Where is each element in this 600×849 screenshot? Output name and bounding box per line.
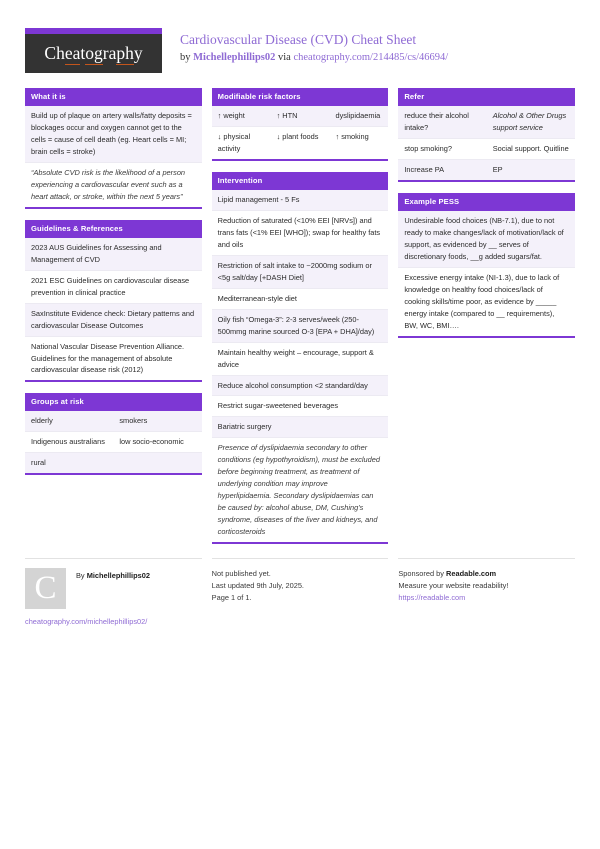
column-1 (25, 88, 202, 486)
table-row: Undesirable food choices (NB-7.1), due to not ready to make changes/lack of motivation/lack of support, as evidenced by __ serves of discretionary foods, __g added sugars/fat. (398, 211, 575, 268)
card-guidelines-references (25, 220, 202, 383)
table-row: “Absolute CVD risk is the likelihood of a person experiencing a cardiovascular event such as a heart attack, or stroke, within the next 5 years” (25, 163, 202, 207)
table-cell: reduce their alcohol intake? (404, 110, 469, 132)
table-row: 2021 ESC Guidelines on cardiovascular disease prevention in clinical practice (25, 271, 202, 304)
column-3 (398, 88, 575, 349)
page-footer (25, 558, 575, 627)
table-cell: Increase PA (404, 164, 445, 174)
table-row: National Vascular Disease Prevention Alliance. Guidelines for the management of absolute cardiovascular disease risk (2012) (25, 337, 202, 381)
author-credit (66, 568, 150, 581)
table-row (25, 432, 202, 453)
table-cell: elderly (31, 416, 53, 426)
sponsor-tagline: Measure your website readability! (398, 580, 509, 590)
sponsor-prefix: Sponsored by (398, 569, 447, 578)
table-cell: smokers (119, 416, 148, 426)
sponsor-name: Readable.com (446, 569, 497, 578)
page-title: Cardiovascular Disease (CVD) Cheat Sheet (180, 32, 417, 47)
table-row: 2023 AUS Guidelines for Assessing and Management of CVD (25, 238, 202, 271)
table-cell: ↓ physical activity (217, 131, 251, 153)
table-row: Reduction of saturated (<10% EEI [NRVs]) and trans fats (<1% EEI [WHO]); swap for healthy fats and oils (212, 211, 389, 256)
table-row (212, 106, 389, 127)
table-row: Reduce alcohol consumption <2 standard/day (212, 376, 389, 397)
author-by-label: By (76, 571, 87, 580)
table-row: Build up of plaque on artery walls/fatty deposits = blockages occur and oxygen cannot get to the cells = cause of cell death (eg. Heart cells = MI; brain cells = stroke) (25, 106, 202, 163)
author-row (25, 568, 202, 609)
byline-author-link[interactable]: Michellephillips02 (193, 52, 276, 64)
byline-via: via (275, 52, 294, 64)
publish-status: Not published yet. (211, 569, 271, 578)
card-title: Refer (398, 88, 575, 106)
table-cell: stop smoking? (404, 143, 452, 153)
byline (180, 51, 575, 66)
card-intervention (212, 172, 389, 545)
table-cell: dyslipidaemia (335, 110, 381, 120)
table-cell: Indigenous australians (31, 437, 105, 447)
cheatography-logo[interactable] (25, 28, 162, 73)
table-cell: Social support. Quitline (492, 143, 569, 153)
table-row (398, 139, 575, 160)
card-title: Example PESS (398, 193, 575, 211)
table-cell: rural (31, 458, 46, 468)
table-cell: ↑ smoking (335, 131, 369, 141)
footer-sponsor-column (398, 558, 575, 627)
avatar: C (25, 568, 66, 609)
table-cell (113, 453, 201, 473)
card-example-pess (398, 193, 575, 338)
byline-prefix: by (180, 52, 194, 64)
page-number: Page 1 of 1. (211, 592, 252, 602)
footer-meta-column (212, 558, 389, 627)
card-modifiable-risk-factors (212, 88, 389, 161)
table-row: Excessive energy intake (NI-1.3), due to lack of knowledge on healthy food choices/lack of cooking skills/time poor, as evidence by _____ energy intake (compared to __ requirements), BW, WC, BMI…. (398, 268, 575, 336)
table-row: Restriction of salt intake to ~2000mg sodium or <5g salt/day [+DASH Diet] (212, 256, 389, 289)
table-cell: Alcohol & Other Drugs support service (492, 110, 567, 132)
table-cell: EP (492, 164, 503, 174)
logo-wordmark: Cheatography (44, 42, 143, 63)
table-row: Oily fish “Omega-3”: 2-3 serves/week (250-500mmg marine sourced O-3 [EPA + DHA]/day) (212, 310, 389, 343)
card-title: Intervention (212, 172, 389, 190)
table-row (212, 127, 389, 159)
card-title: Groups at risk (25, 393, 202, 411)
card-groups-at-risk (25, 393, 202, 475)
sponsor-line (398, 568, 575, 580)
table-row: SaxInstitute Evidence check: Dietary patterns and cardiovascular Disease Outcomes (25, 304, 202, 337)
table-cell: ↑ weight (217, 110, 245, 120)
card-title: Guidelines & References (25, 220, 202, 238)
card-refer (398, 88, 575, 182)
table-row: Maintain healthy weight – encourage, support & advice (212, 343, 389, 376)
author-name: Michellephillips02 (86, 571, 150, 580)
table-row (398, 106, 575, 139)
table-row: Presence of dyslipidaemia secondary to other conditions (eg hypothyroidism), must be excluded before beginning treatment, as treatment of underlying condition may improve hyperlipidaemia. Secondary dyslipidaemias can be caused by: alcohol abuse, DM, Cushing’s syndrome, diseases of the liver and kidneys, and corticosteroids (212, 438, 389, 542)
table-row: Lipid management - 5 Fs (212, 190, 389, 211)
card-what-it-is (25, 88, 202, 209)
table-row: Mediterranean-style diet (212, 289, 389, 310)
byline-source-link[interactable]: cheatography.com/214485/cs/46694/ (293, 52, 449, 64)
page-header (0, 0, 600, 78)
logo-box (25, 34, 162, 73)
sponsor-link[interactable]: https://readable.com (398, 592, 466, 602)
title-block (162, 28, 575, 66)
table-row: Restrict sugar-sweetened beverages (212, 396, 389, 417)
footer-author-column (25, 558, 202, 627)
table-row (398, 160, 575, 180)
column-2 (212, 88, 389, 555)
card-title: What it is (25, 88, 202, 106)
table-row (25, 411, 202, 432)
content-columns (0, 78, 600, 555)
author-profile-link[interactable]: cheatography.com/michellephillips02/ (25, 617, 148, 626)
last-updated: Last updated 9th July, 2025. (211, 580, 304, 590)
table-cell: low socio-economic (119, 437, 184, 447)
card-title: Modifiable risk factors (212, 88, 389, 106)
table-row: Bariatric surgery (212, 417, 389, 438)
table-cell: ↓ plant foods (276, 131, 319, 141)
table-row (25, 453, 202, 473)
table-cell: ↑ HTN (276, 110, 298, 120)
